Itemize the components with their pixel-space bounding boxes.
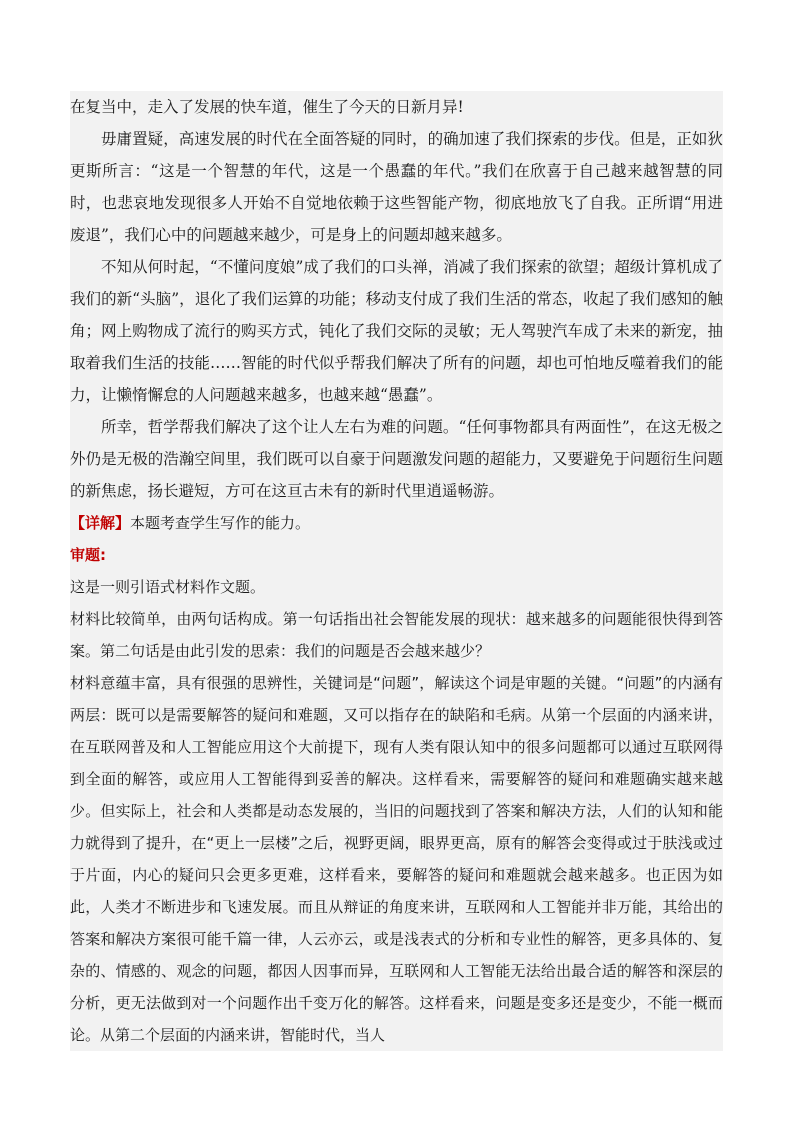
analysis-paragraph-1: 这是一则引语式材料作文题。 <box>70 578 266 596</box>
shenti-label: 审题: <box>70 546 106 564</box>
detail-label: 【详解】 <box>70 514 131 532</box>
essay-paragraph-1: 毋庸置疑，高速发展的时代在全面答疑的同时，的确加速了我们探索的步伐。但是，正如狄更斯所言：“这是一个智慧的年代，这是一个愚蠢的年代。”我们在欣喜于自己越来越智慧的同时，也悲哀地发现很多人开始不自觉地依赖于这些智能产物，彻底地放飞了自我。正所谓“用进废退”，我们心中的问题越来越少，可是身上的问题却越来越多。 <box>70 130 723 244</box>
essay-paragraph-continuation: 在复当中，走入了发展的快车道，催生了今天的日新月异! <box>70 98 464 116</box>
detail-line <box>70 507 723 539</box>
detail-text: 本题考查学生写作的能力。 <box>130 514 311 532</box>
analysis-paragraph-2: 材料比较简单，由两句话构成。第一句话指出社会智能发展的现状：越来越多的问题能很快得到答案。第二句话是由此引发的思索：我们的问题是否会越来越少？ <box>70 610 723 660</box>
shenti-heading <box>70 539 723 571</box>
essay-paragraph-2: 不知从何时起，“不懂问度娘”成了我们的口头禅，消减了我们探索的欲望；超级计算机成了我们的新“头脑”，退化了我们运算的功能；移动支付成了我们生活的常态，收起了我们感知的触角；网上购物成了流行的购买方式，钝化了我们交际的灵敏；无人驾驶汽车成了未来的新宠，抽取着我们生活的技能……智能的时代似乎帮我们解决了所有的问题，却也可怕地反噬着我们的能力，让懒惰懈怠的人问题越来越多，也越来越“愚蠢”。 <box>70 258 723 404</box>
document-body <box>70 91 723 1051</box>
analysis-paragraph-3: 材料意蕴丰富，具有很强的思辨性，关键词是“问题”，解读这个词是审题的关键。“问题”的内涵有两层：既可以是需要解答的疑问和难题，又可以指存在的缺陷和毛病。从第一个层面的内涵来讲，在互联网普及和人工智能应用这个大前提下，现有人类有限认知中的很多问题都可以通过互联网得到全面的解答，或应用人工智能得到妥善的解决。这样看来，需要解答的疑问和难题确实越来越少。但实际上，社会和人类都是动态发展的，当旧的问题找到了答案和解决方法，人们的认知和能力就得到了提升，在“更上一层楼”之后，视野更阔，眼界更高，原有的解答会变得或过于肤浅或过于片面，内心的疑问只会更多更难，这样看来，要解答的疑问和难题就会越来越多。也正因为如此，人类才不断进步和飞速发展。而且从辩证的角度来讲，互联网和人工智能并非万能，其给出的答案和解决方案很可能千篇一律，人云亦云，或是浅表式的分析和专业性的解答，更多具体的、复杂的、情感的、观念的问题，都因人因事而异，互联网和人工智能无法给出最合适的解答和深层的分析，更无法做到对一个问题作出千变万化的解答。这样看来，问题是变多还是变少，不能一概而论。从第二个层面的内涵来讲，智能时代，当人 <box>70 674 723 1044</box>
essay-paragraph-3: 所幸，哲学帮我们解决了这个让人左右为难的问题。“任何事物都具有两面性”，在这无极之外仍是无极的浩瀚空间里，我们既可以自豪于问题激发问题的超能力，又要避免于问题衍生问题的新焦虑，扬长避短，方可在这亘古未有的新时代里逍遥畅游。 <box>70 418 723 500</box>
